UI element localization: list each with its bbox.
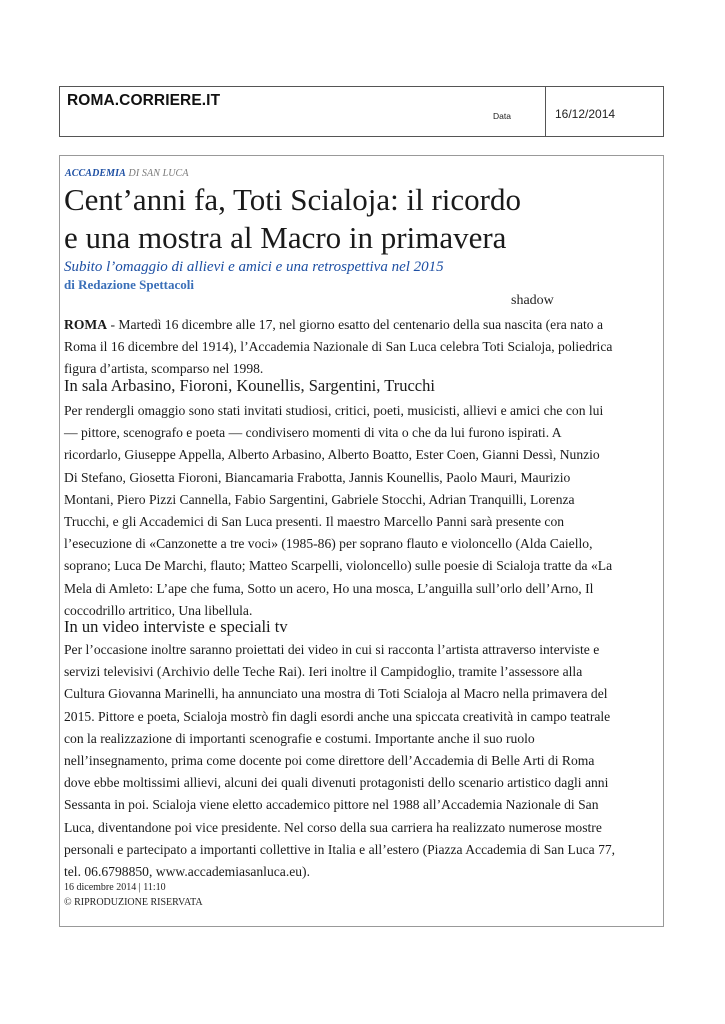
shadow-text: shadow — [511, 293, 554, 308]
kicker-rest: DI SAN LUCA — [125, 168, 189, 179]
headline — [64, 181, 654, 257]
kicker-link[interactable]: ACCADEMIA — [65, 168, 126, 179]
section-heading-2: In un video interviste e speciali tv — [64, 617, 288, 636]
source-name: ROMA.CORRIERE.IT — [67, 92, 221, 109]
date-label: Data — [493, 111, 511, 121]
paragraph-guests: Per rendergli omaggio sono stati invitati studiosi, critici, poeti, musicisti, allievi e amici che con lui — pittore, scenografo e poeta — condivisero momenti di vita o che da lui furono ispirati. A ricordarlo, Giuseppe Appella, Alberto Arbasino, Alberto Boatto, Ester Coen, Gianni Dessì, Nunzio Di Stefano, Giosetta Fioroni, Biancamaria Frabotta, Jannis Kounellis, Paolo Mauri, Maurizio Montani, Piero Pizzi Cannella, Fabio Sargentini, Gabriele Stocchi, Adrian Tranquilli, Lorenza Trucchi, e gli Accademici di San Luca presenti. Il maestro Marcello Panni sarà presente con l’esecuzione di «Canzonette a tre voci» (1985-86) per soprano flauto e violoncello (Alda Caiello, soprano; Luca De Marchi, flauto; Matteo Scarpelli, violoncello) sulle poesie di Scialoja tratte da «La Mela di Amleto: L’ape che fuma, Sotto un acero, Ho una mosca, L’anguilla sull’orlo dell’Arno, Il coccodrillo artritico, Una libellula. — [64, 403, 613, 618]
date-value: 16/12/2014 — [555, 107, 616, 121]
section-heading-1: In sala Arbasino, Fioroni, Kounellis, Sargentini, Trucchi — [64, 376, 435, 395]
dateline: ROMA — [64, 317, 108, 332]
header-box — [59, 86, 664, 137]
subheadline: Subito l’omaggio di allievi e amici e una retrospettiva nel 2015 — [64, 259, 444, 275]
copyright: © RIPRODUZIONE RISERVATA — [64, 897, 203, 908]
kicker — [65, 168, 189, 179]
paragraph-intro: ROMA - Martedì 16 dicembre alle 17, nel giorno esatto del centenario della sua nascita (era nato a Roma il 16 dicembre del 1914), l’Accademia Nazionale di San Luca celebra Toti Scialoja, poliedrica figura d’artista, scomparso nel 1998. — [64, 317, 613, 377]
headline-line-2: e una mostra al Macro in primavera — [64, 220, 507, 255]
timestamp: 16 dicembre 2014 | 11:10 — [64, 882, 166, 893]
byline: di Redazione Spettacoli — [64, 277, 194, 292]
headline-line-1: Cent’anni fa, Toti Scialoja: il ricordo — [64, 182, 521, 217]
paragraph-video: Per l’occasione inoltre saranno proiettati dei video in cui si racconta l’artista attraverso interviste e servizi televisivi (Archivio delle Teche Rai). Ieri inoltre il Campidoglio, tramite l’assessore alla Cultura Giovanna Marinelli, ha annunciato una mostra di Toti Scialoja al Macro nella primavera del 2015. Pittore e poeta, Scialoja mostrò fin dagli esordi anche una spiccata creatività in campo teatrale con la realizzazione di importanti scenografie e costumi. Importante anche il suo ruolo nell’insegnamento, prima come docente poi come direttore dell’Accademia di Belle Arti di Roma dove ebbe moltissimi allievi, alcuni dei quali divenuti protagonisti dello scenario artistico dagli anni Sessanta in poi. Scialoja viene eletto accademico pittore nel 1988 all’Accademia Nazionale di San Luca, diventandone poi vice presidente. Nel corso della sua carriera ha realizzato numerose mostre personali e partecipato a importanti collettive in Italia e all’estero (Piazza Accademia di San Luca 77, tel. 06.6798850, www.accademiasanluca.eu). — [64, 642, 616, 880]
header-divider — [545, 87, 546, 136]
